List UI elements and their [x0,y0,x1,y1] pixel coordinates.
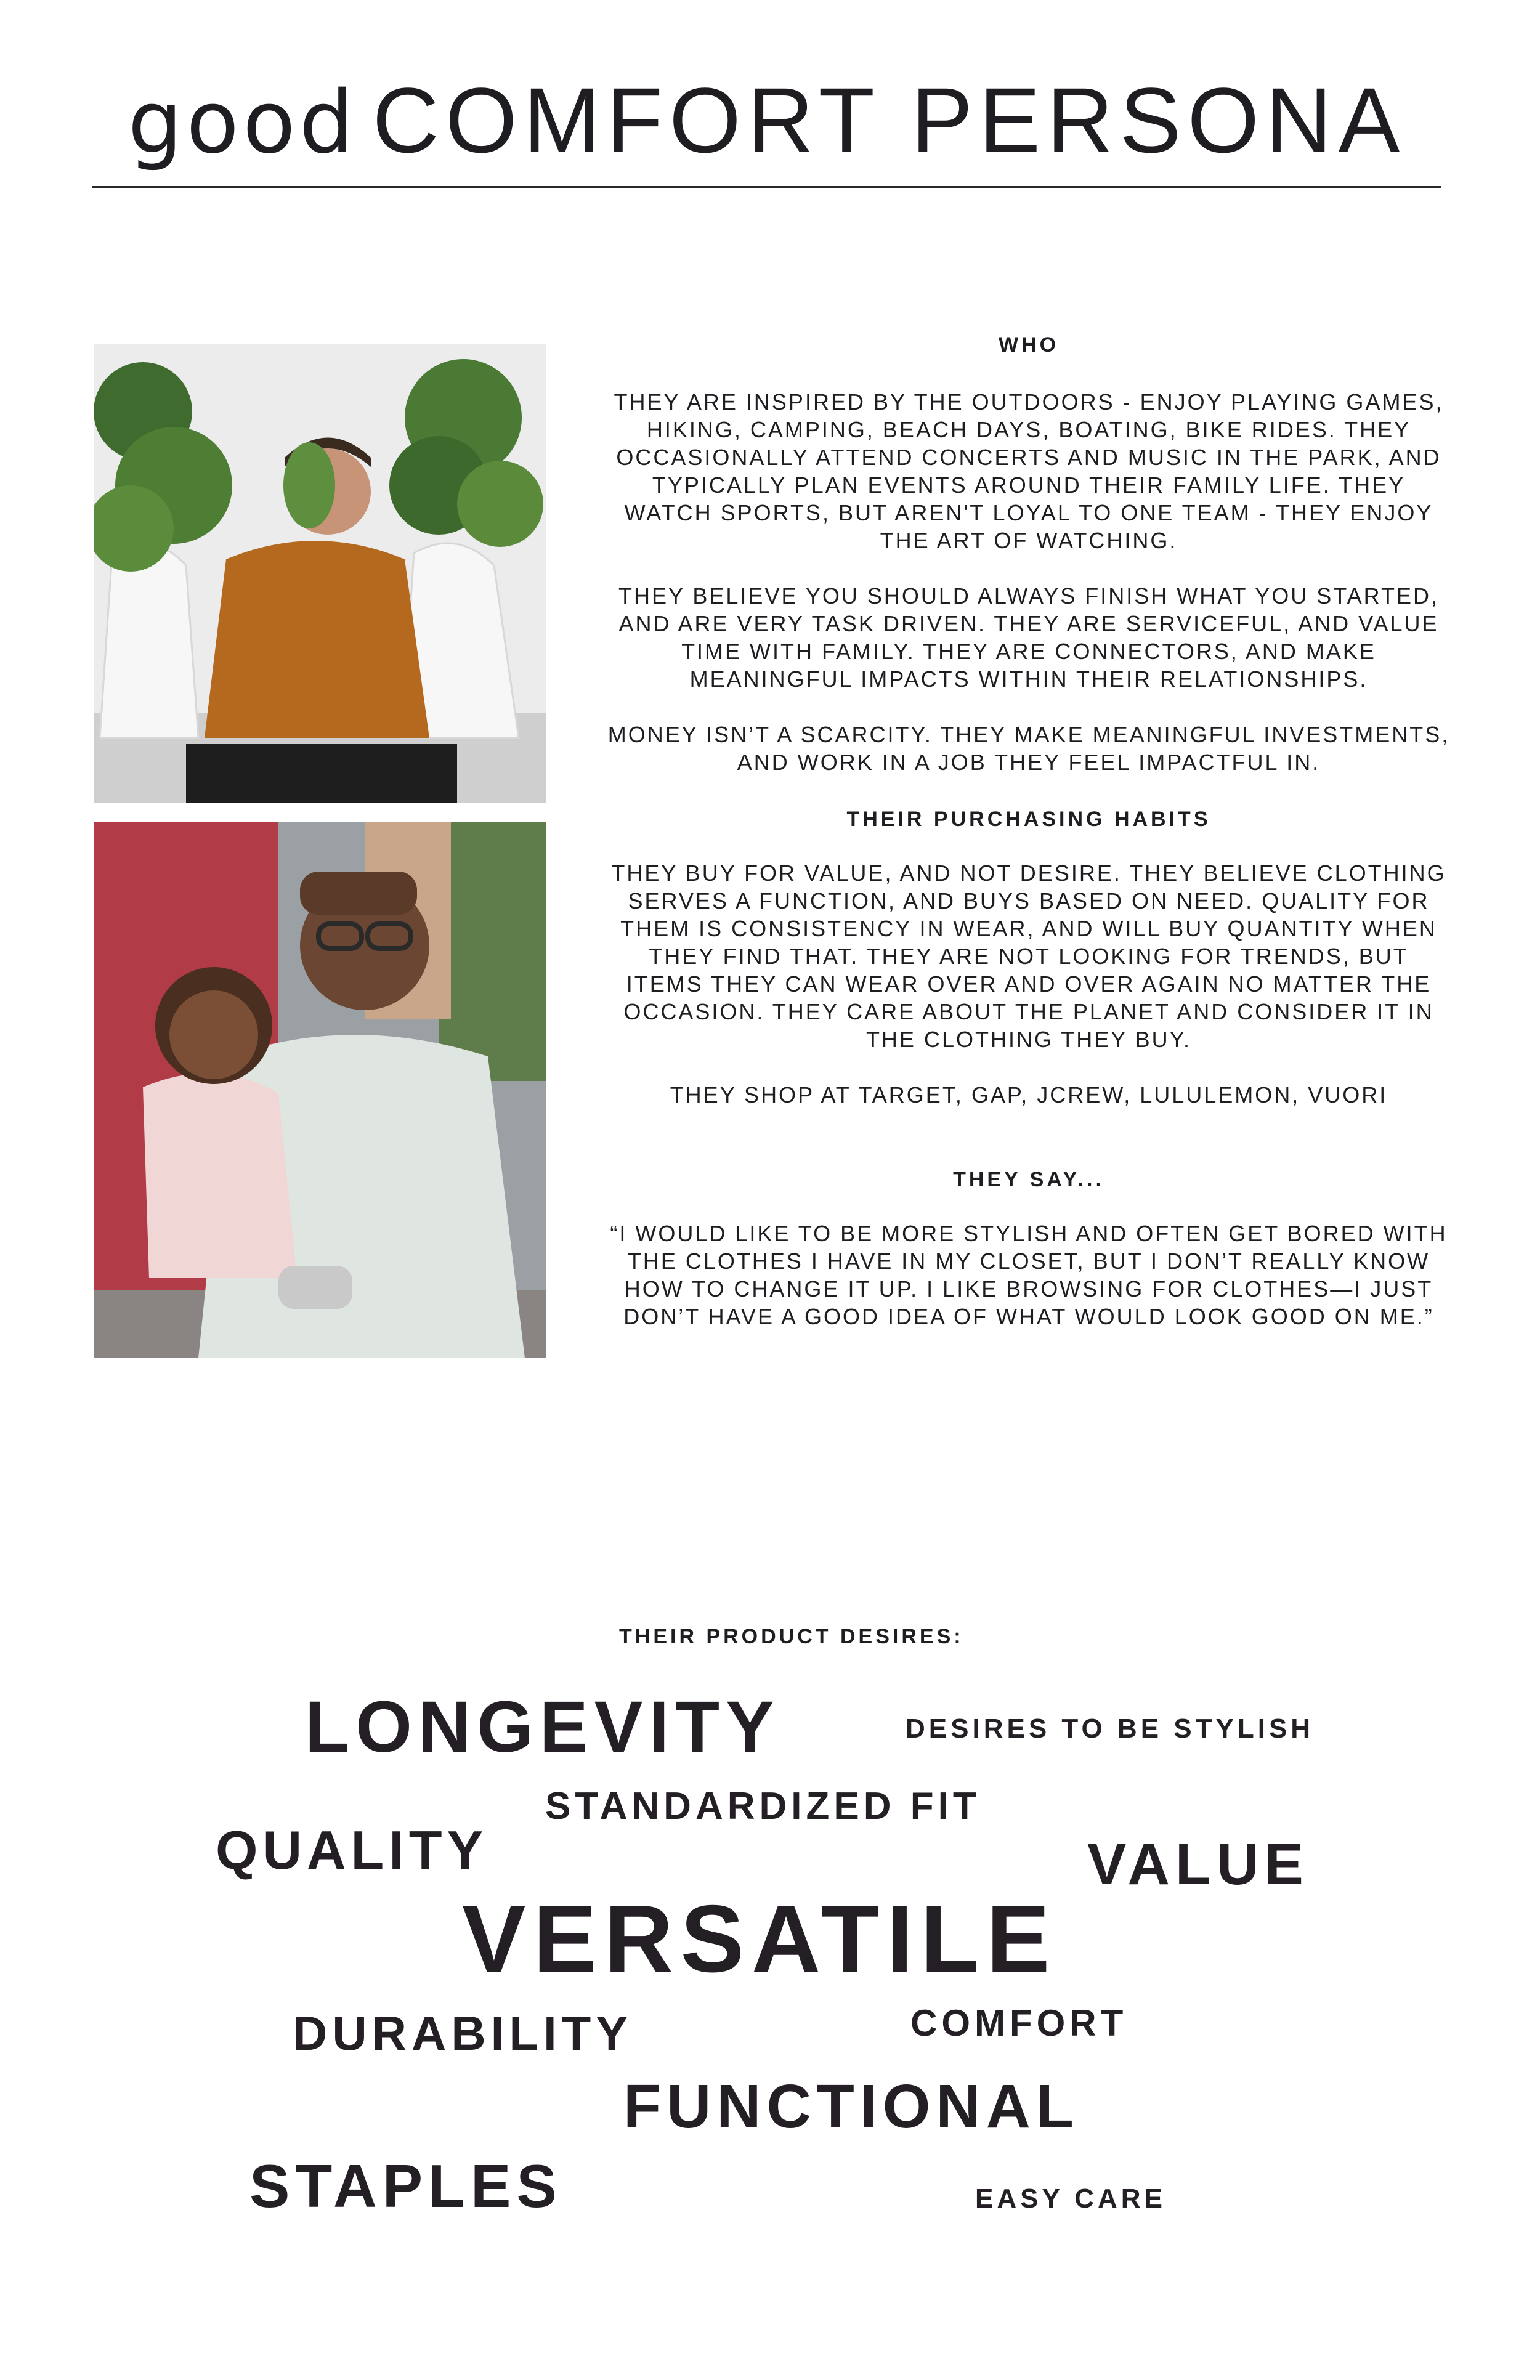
title-divider [92,186,1441,188]
desire-versatile: VERSATILE [462,1885,1058,1992]
photo-illustration-man-plants [94,344,546,803]
desire-comfort: COMFORT [910,2002,1128,2044]
who-paragraph-2: THEY BELIEVE YOU SHOULD ALWAYS FINISH WHAT YOU STARTED, AND ARE VERY TASK DRIVEN. THEY ARE SERVICEFUL, AND VALUE TIME WITH FAMILY. THEY ARE CONNECTORS, AND MAKE MEANINGFUL IMPACTS WITHIN THEIR RELATIONSHIPS. [618,583,1439,692]
purchasing-heading: THEIR PURCHASING HABITS [846,808,1211,831]
desire-longevity: LONGEVITY [305,1686,780,1768]
desire-standardized-fit: STANDARDIZED FIT [545,1785,981,1827]
desire-staples: STAPLES [249,2152,562,2220]
desire-stylish: DESIRES TO BE STYLISH [906,1714,1315,1744]
who-paragraph-1: THEY ARE INSPIRED BY THE OUTDOORS - ENJOY PLAYING GAMES, HIKING, CAMPING, BEACH DAYS, BOATING, BIKE RIDES. THEY OCCASIONALLY ATTEND CONCERTS AND MUSIC IN THE PARK, AND TYPICALLY PLAN EVENTS AROUND THEIR FAMILY LIFE. THEY WATCH SPORTS, BUT AREN'T LOYAL TO ONE TEAM - THEY ENJOY THE ART OF WATCHING. [614,389,1444,553]
who-heading: WHO [998,333,1060,357]
product-desires-heading: THEIR PRODUCT DESIRES: [619,1625,964,1648]
they-say-heading: THEY SAY... [953,1168,1104,1191]
title-lead: good [128,73,358,173]
persona-photo-outdoors [94,344,546,803]
they-say-quote: “I WOULD LIKE TO BE MORE STYLISH AND OFTEN GET BORED WITH THE CLOTHES I HAVE IN MY CLOSET, BUT I DON’T REALLY KNOW HOW TO CHANGE IT UP. I LIKE BROWSING FOR CLOTHES—I JUST DON’T HAVE A GOOD IDEA OF WHAT WOULD LOOK GOOD ON ME.” [610,1221,1448,1329]
desire-quality: QUALITY [216,1819,488,1880]
who-paragraph-3: MONEY ISN’T A SCARCITY. THEY MAKE MEANINGFUL INVESTMENTS, AND WORK IN A JOB THEY FEEL IMPACTFUL IN. [607,722,1450,775]
desire-functional: FUNCTIONAL [623,2072,1079,2141]
page-title [92,68,1441,173]
desire-easy-care: EASY CARE [975,2184,1166,2214]
photo-illustration-father-child [94,822,546,1358]
purchasing-paragraph-1: THEY BUY FOR VALUE, AND NOT DESIRE. THEY BELIEVE CLOTHING SERVES A FUNCTION, AND BUYS BASED ON NEED. QUALITY FOR THEM IS CONSISTENCY IN WEAR, AND WILL BUY QUANTITY WHEN THEY FIND THAT. THEY ARE NOT LOOKING FOR TRENDS, BUT ITEMS THEY CAN WEAR OVER AND OVER AGAIN NO MATTER THE OCCASION. THEY CARE ABOUT THE PLANET AND CONSIDER IT IN THE CLOTHING THEY BUY. [611,860,1446,1052]
persona-photo-family [94,822,546,1358]
purchasing-paragraph-2: THEY SHOP AT TARGET, GAP, JCREW, LULULEMON, VUORI [670,1082,1388,1107]
title-main: COMFORT PERSONA [372,68,1406,172]
desire-durability: DURABILITY [293,2006,633,2060]
desire-value: VALUE [1087,1832,1309,1897]
